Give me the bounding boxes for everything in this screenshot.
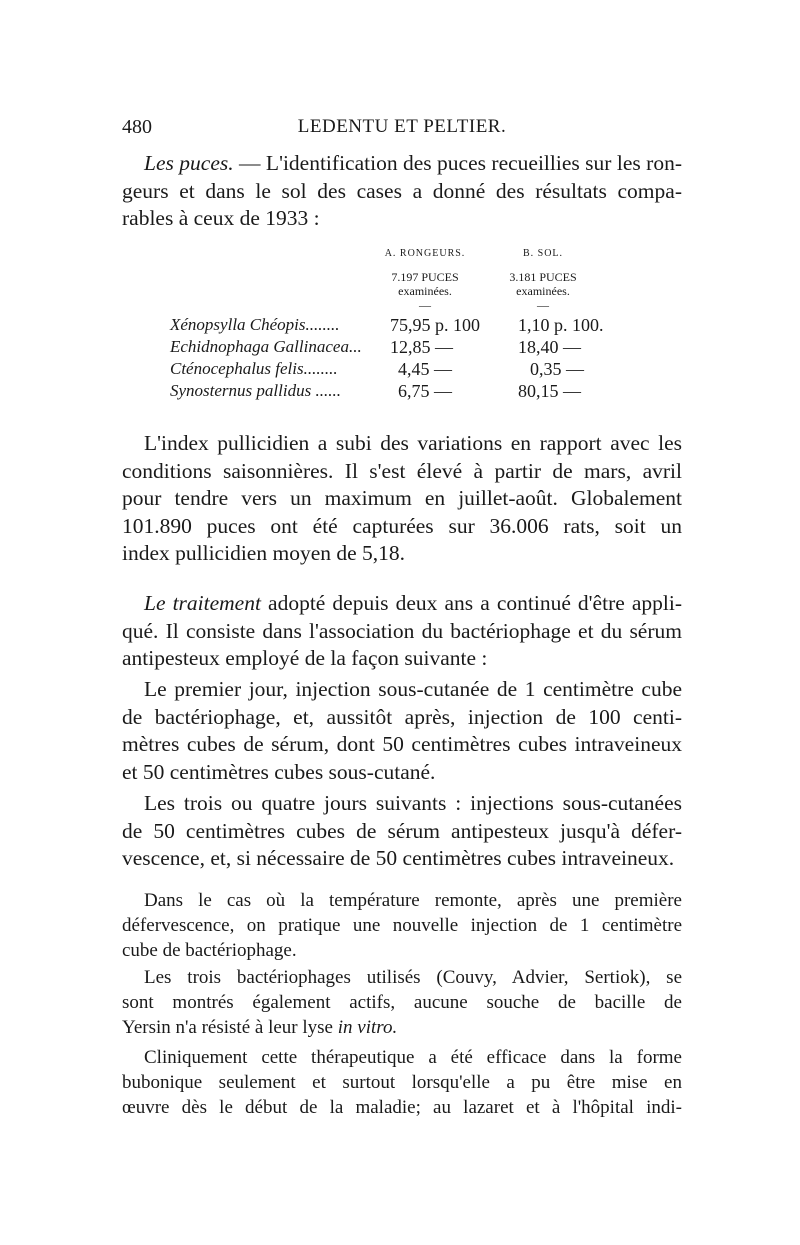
rodent-value: 75,95 p. 100 [390, 315, 480, 335]
text-line: Cliniquement cette thérapeutique a été efficace dans la forme [144, 1047, 682, 1068]
text-line: et 50 centimètres cubes sous-cutané. [122, 759, 436, 784]
text-line: antipesteux employé de la façon suivante : [122, 646, 488, 670]
text-line: Dans le cas où la température remonte, après une première [144, 890, 682, 911]
column-heading: A. RONGEURS. [384, 248, 466, 259]
text-line: défervescence, on pratique une nouvelle injection de 1 centimètre [122, 915, 682, 936]
intro-label: Les puces. [144, 151, 234, 175]
rodent-value: 4,45 — [398, 359, 452, 379]
species-name: Echidnophaga Gallinacea... [170, 337, 362, 356]
page-header [122, 116, 682, 140]
intro-line: Les puces. — L'identification des puces recueillies sur les ron- [144, 151, 682, 175]
text-line: Les trois ou quatre jours suivants : injections sous-cutanées [144, 791, 682, 815]
running-head: LEDENTU ET PELTIER. [297, 116, 507, 137]
column-dash: — [537, 298, 549, 312]
soil-value: 80,15 — [518, 381, 581, 401]
treatment-label: Le traitement [144, 591, 261, 615]
text-line: index pullicidien moyen de 5,18. [122, 541, 406, 565]
text-line: Le premier jour, injection sous-cutanée de 1 centimètre cube [144, 677, 682, 701]
soil-value: 0,35 — [530, 359, 584, 379]
text-line: qué. Il consiste dans l'association du bactériophage et du sérum [122, 618, 682, 643]
text-line: bubonique seulement et surtout lorsqu'elle a pu être mise en [122, 1072, 682, 1093]
text-line: 101.890 puces ont été capturées sur 36.006 rats, soit un [122, 513, 682, 538]
index-paragraph [122, 430, 682, 568]
text-line: mètres cubes de sérum, dont 50 centimètres cubes intraveineux [122, 732, 682, 756]
phages-paragraph [122, 965, 682, 1040]
text-line: conditions saisonnières. Il s'est élevé à partir de mars, avril [122, 458, 682, 483]
intro-line: geurs et dans le sol des cases a donné des résultats compa- [122, 178, 682, 203]
text-line: vescence, et, si nécessaire de 50 centimètres cubes intraveineux. [122, 846, 675, 870]
text-line: pour tendre vers un maximum en juillet-août. Globalement [122, 486, 682, 510]
soil-value: 1,10 p. 100. [518, 315, 604, 335]
column-dash: — [419, 298, 431, 312]
column-note: examinées. [398, 284, 452, 298]
text-line: L'index pullicidien a subi des variations en rapport avec les [144, 431, 682, 455]
species-name: Xénopsylla Chéopis........ [170, 315, 340, 334]
text-line: œuvre dès le début de la maladie; au lazaret et à l'hôpital indi- [122, 1097, 682, 1118]
text-line: Les trois bactériophages utilisés (Couvy, Advier, Sertiok), se [144, 967, 682, 988]
rodent-value: 12,85 — [390, 337, 453, 357]
text-line: de 50 centimètres cubes de sérum antipesteux jusqu'à défer- [122, 818, 682, 843]
first-day-paragraph [122, 676, 682, 786]
text-line: sont montrés également actifs, aucune souche de bacille de [122, 992, 682, 1013]
column-note: examinées. [516, 284, 570, 298]
intro-paragraph [122, 150, 682, 233]
text-line: Yersin n'a résisté à leur lyse in vitro. [122, 1017, 398, 1038]
intro-line: rables à ceux de 1933 : [122, 206, 320, 230]
following-days-paragraph [122, 790, 682, 873]
species-name: Synosternus pallidus ...... [170, 381, 341, 400]
text-line: cube de bactériophage. [122, 940, 297, 961]
relapse-paragraph [122, 888, 682, 963]
treatment-paragraph [122, 590, 682, 673]
text-line: Le traitement adopté depuis deux ans a continué d'être appli- [144, 591, 682, 615]
column-count: 7.197 PUCES [391, 270, 459, 284]
species-name: Cténocephalus felis........ [170, 359, 338, 378]
page-number: 480 [122, 116, 152, 138]
column-heading: B. SOL. [522, 248, 564, 259]
rodent-value: 6,75 — [398, 381, 452, 401]
clinical-paragraph [122, 1045, 682, 1120]
text-line: de bactériophage, et, aussitôt après, injection de 100 centi- [122, 704, 682, 729]
soil-value: 18,40 — [518, 337, 581, 357]
column-count: 3.181 PUCES [509, 270, 577, 284]
